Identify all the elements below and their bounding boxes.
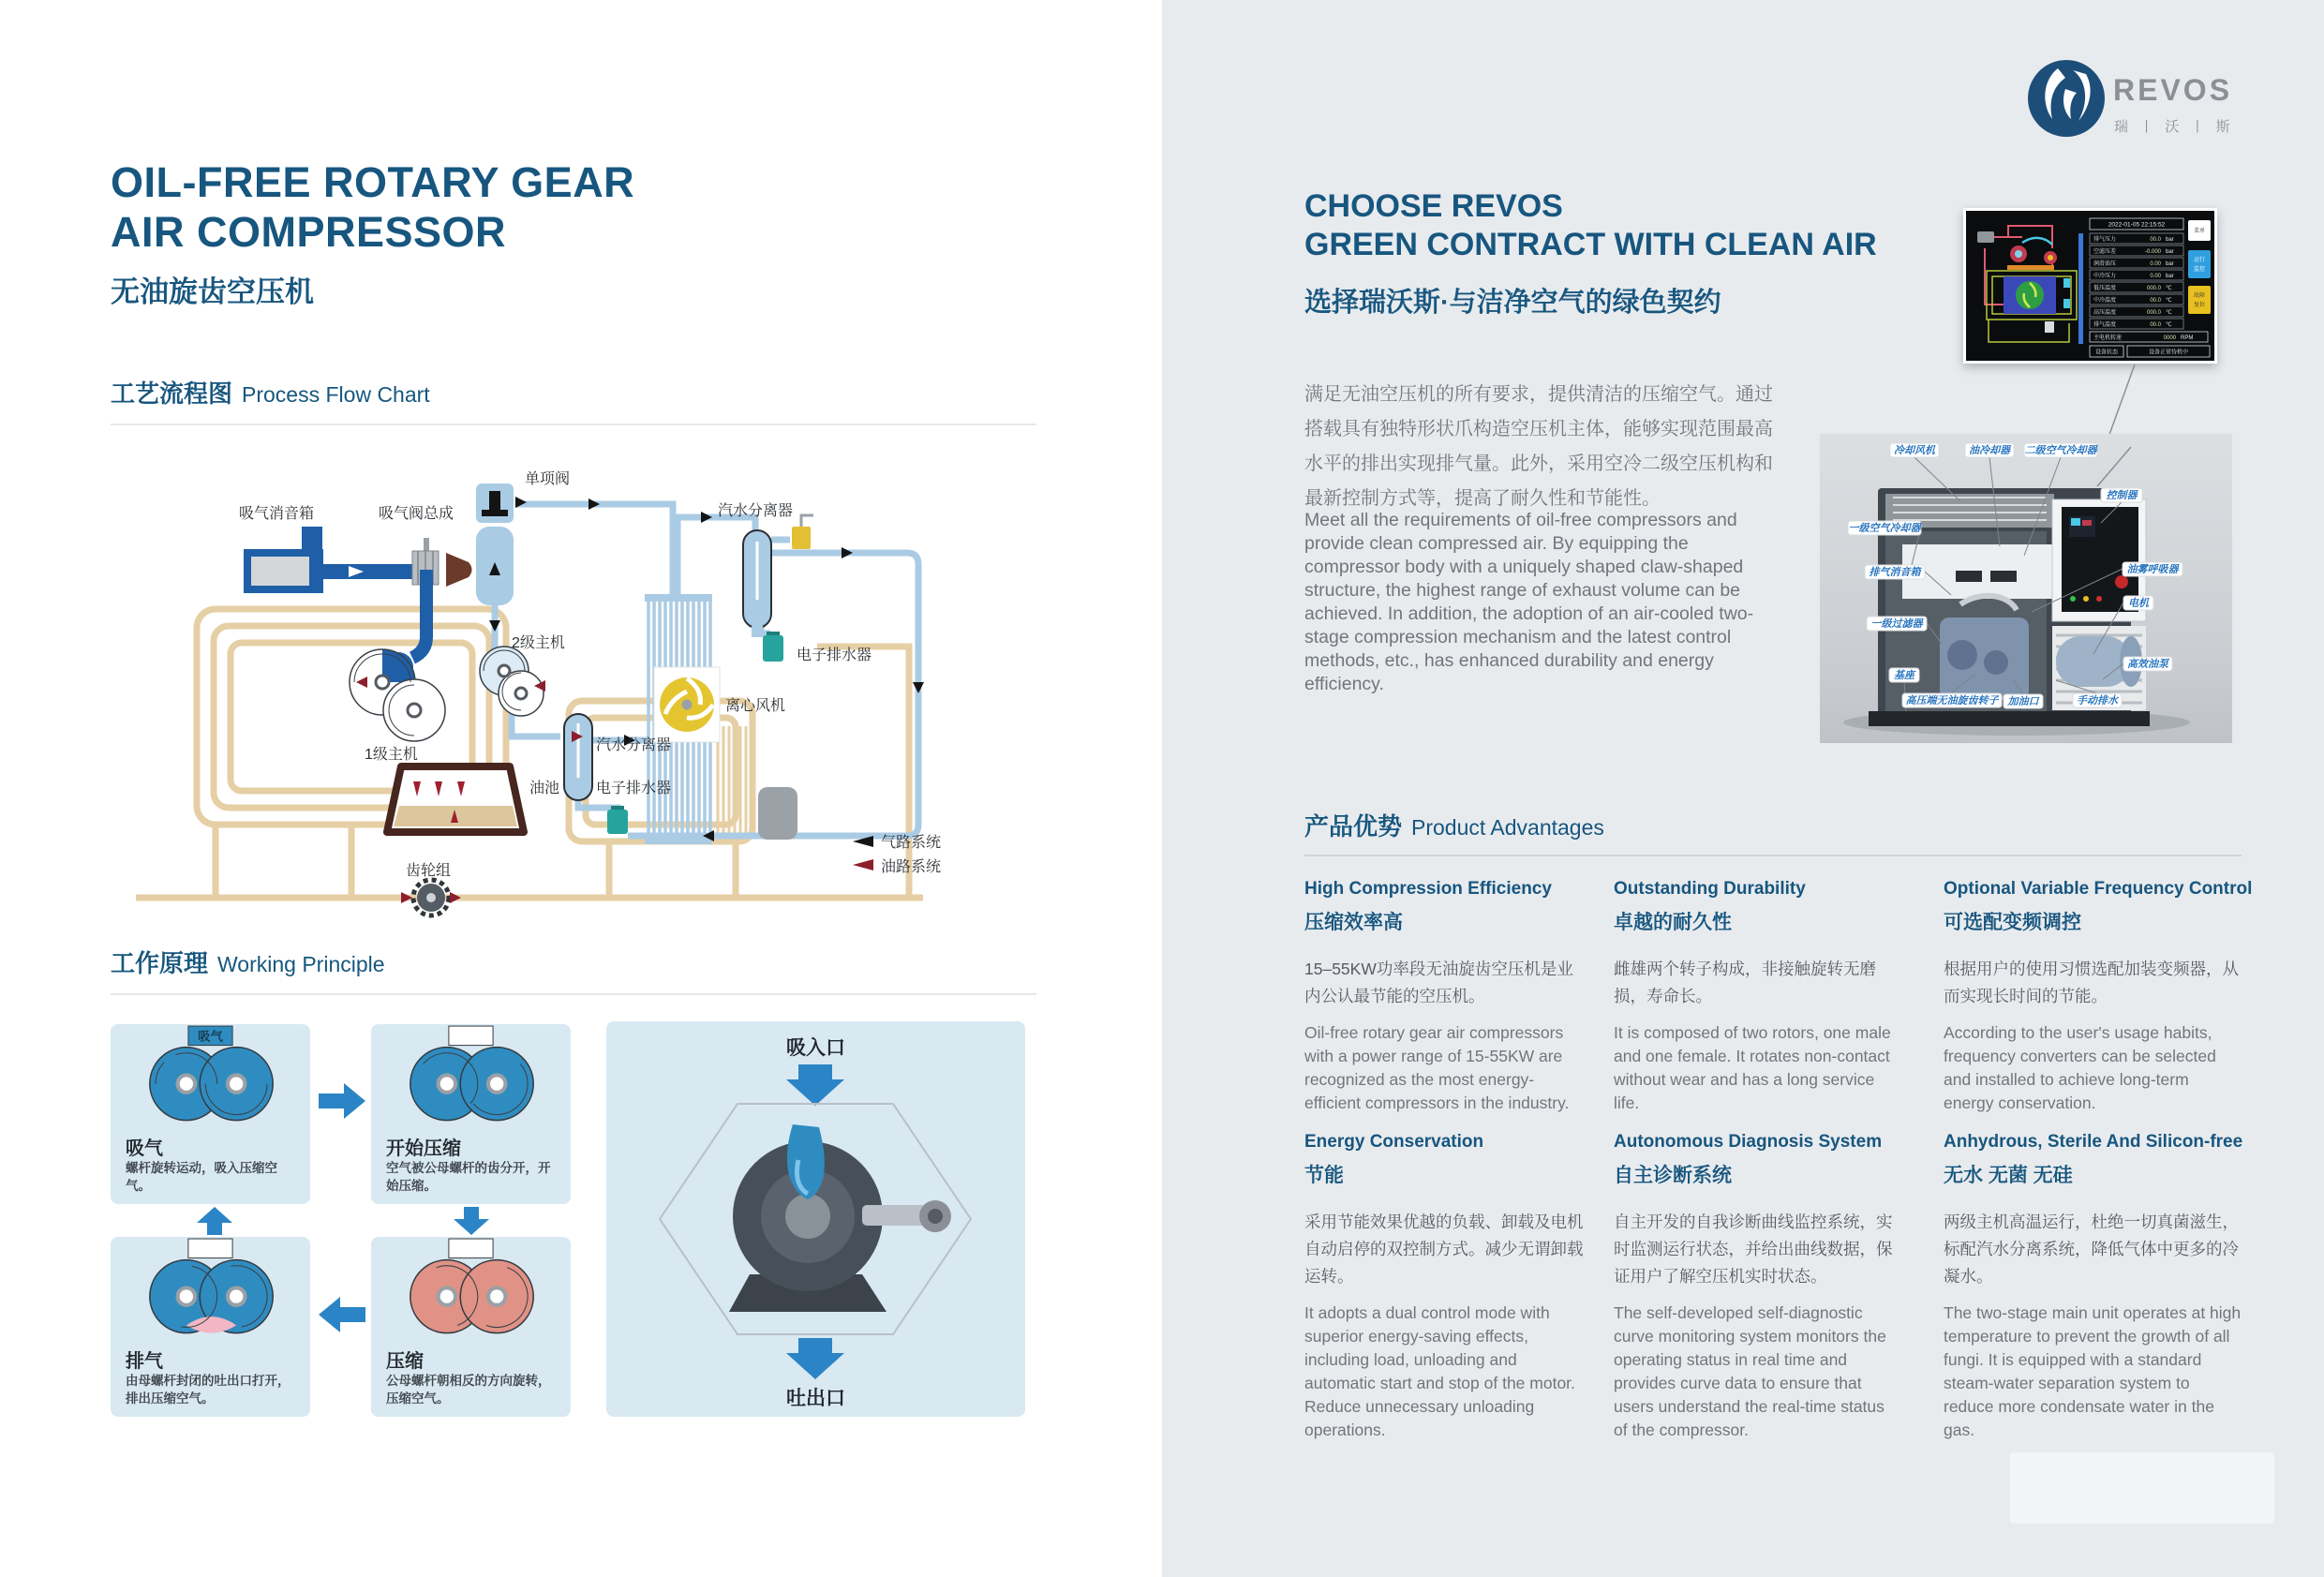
svg-text:00.0: 00.0 bbox=[2150, 237, 2161, 243]
label-separator-top: 汽水分离器 bbox=[718, 503, 794, 519]
step-desc: 螺杆旋转运动，吸入压缩空气。 bbox=[126, 1161, 277, 1194]
label-edrain-mid: 电子排水器 bbox=[596, 781, 672, 796]
svg-text:运行: 运行 bbox=[2193, 258, 2206, 263]
rotor-diagram-start-compress bbox=[384, 1024, 558, 1135]
label-intake-valve: 吸气阀总成 bbox=[379, 506, 454, 522]
principle-section-title-cn: 工作原理 bbox=[111, 949, 209, 977]
process-flow-chart bbox=[103, 459, 946, 928]
rotor-diagram-exhaust bbox=[124, 1237, 297, 1347]
left-page-title bbox=[111, 157, 634, 310]
svg-text:菜单: 菜单 bbox=[2193, 229, 2206, 234]
svg-text:高压端无油旋齿转子: 高压端无油旋齿转子 bbox=[1905, 695, 1999, 707]
principle-step-compress bbox=[371, 1237, 571, 1417]
advantage-title-cn: 节能 bbox=[1304, 1165, 1344, 1186]
oil-pool bbox=[387, 766, 524, 832]
label-edrain-top: 电子排水器 bbox=[797, 647, 872, 663]
svg-text:故障: 故障 bbox=[2193, 293, 2206, 299]
hex-inlet-label: 吸入口 bbox=[786, 1037, 845, 1059]
advantage-title-en: Optional Variable Frequency Control bbox=[1944, 879, 2253, 899]
legend-air-label: 气路系统 bbox=[881, 835, 942, 851]
step-title: 吸气 bbox=[126, 1138, 163, 1159]
principle-step-intake bbox=[111, 1024, 310, 1204]
label-check-valve: 单项阀 bbox=[525, 471, 571, 487]
inlet-arrow-icon bbox=[786, 1064, 844, 1106]
screen-status-label: 设备状态 bbox=[2094, 350, 2119, 356]
svg-text:0.00: 0.00 bbox=[2150, 261, 2161, 267]
label-intake-silencer: 吸气消音箱 bbox=[239, 506, 315, 522]
svg-text:加油口: 加油口 bbox=[2007, 696, 2039, 707]
advantage-body-cn: 采用节能效果优越的负载、卸载及电机自动启停的双控制方式。减少无谓卸载运转。 bbox=[1304, 1213, 1584, 1286]
advantage-title-en: Autonomous Diagnosis System bbox=[1614, 1132, 1883, 1152]
principle-section-header bbox=[111, 945, 385, 979]
svg-text:bar: bar bbox=[2166, 261, 2174, 267]
advantage-title-cn: 无水 无菌 无硅 bbox=[1944, 1165, 2073, 1186]
svg-text:000.0: 000.0 bbox=[2146, 286, 2161, 291]
advantages-title-en: Product Advantages bbox=[1411, 815, 1604, 840]
logo-text-cn: 瑞 丨 沃 丨 斯 bbox=[2114, 119, 2234, 135]
advantage-card-compression bbox=[1304, 879, 1586, 1115]
svg-text:℃: ℃ bbox=[2166, 322, 2172, 328]
advantage-body-cn: 自主开发的自我诊断曲线监控系统，实时监测运行状态，并给出曲线数据，保证用户了解空压机实时状态。 bbox=[1614, 1213, 1893, 1286]
advantage-body-en: It adopts a dual control mode with superior energy-saving effects, including load, unloading and automatic start and stop of the motor. Reduce unnecessary unloading operations. bbox=[1304, 1303, 1575, 1439]
legend-oil-label: 油路系统 bbox=[881, 859, 942, 875]
advantage-body-en: The self-developed self-diagnostic curve monitoring system monitors the operating status in real time and provides curve data to ensure that users understand the real-time status of the compressor. bbox=[1614, 1303, 1886, 1439]
machine-cutaway-image bbox=[1820, 434, 2232, 743]
svg-text:bar: bar bbox=[2166, 274, 2174, 279]
advantage-card-diagnosis bbox=[1614, 1132, 1895, 1442]
flow-section-title-en: Process Flow Chart bbox=[242, 382, 430, 407]
advantage-title-en: High Compression Efficiency bbox=[1304, 879, 1552, 899]
svg-text:电机: 电机 bbox=[2128, 598, 2149, 609]
screen-run-button bbox=[2188, 250, 2211, 278]
svg-text:润滑油压: 润滑油压 bbox=[2093, 261, 2117, 267]
page-title-en-line2: AIR COMPRESSOR bbox=[111, 208, 507, 256]
advantage-body-en: It is composed of two rotors, one male and one female. It rotates non-contact without wear and has a long service life. bbox=[1614, 1023, 1891, 1112]
advantage-body-cn: 雌雄两个转子构成，非接触旋转无磨损，寿命长。 bbox=[1614, 960, 1876, 1005]
duct-label: 吸气 bbox=[198, 1029, 223, 1044]
step-desc: 公母螺杆朝相反的方向旋转，压缩空气。 bbox=[386, 1374, 551, 1406]
svg-text:0.00: 0.00 bbox=[2150, 274, 2161, 279]
stage1-rotors bbox=[350, 649, 445, 741]
flow-legend bbox=[853, 836, 873, 870]
oil-cooler-coils bbox=[718, 726, 752, 834]
advantage-title-cn: 压缩效率高 bbox=[1304, 912, 1403, 933]
page-title-cn: 无油旋齿空压机 bbox=[111, 275, 314, 308]
divider bbox=[111, 993, 1036, 995]
svg-text:低压温度: 低压温度 bbox=[2093, 286, 2117, 291]
step-desc: 空气被公母螺杆的齿分开，开始压缩。 bbox=[386, 1161, 551, 1194]
hexagon-graphic bbox=[606, 1021, 1025, 1417]
principle-section-title-en: Working Principle bbox=[217, 952, 385, 976]
advantage-body-cn: 两级主机高温运行，杜绝一切真菌滋生，标配汽水分离系统，降低气体中更多的冷凝水。 bbox=[1944, 1213, 2239, 1286]
svg-text:一级过滤器: 一级过滤器 bbox=[1870, 618, 1923, 630]
intro-paragraph-cn: 满足无油空压机的所有要求，提供清洁的压缩空气。通过搭载具有独特形状爪构造空压机主体，能够实现范围最高水平的排出实现排气量。此外，采用空冷二级空压机构和最新控制方式等，提高了耐久性和节能性。 bbox=[1304, 384, 1773, 509]
svg-text:控制器: 控制器 bbox=[2106, 490, 2138, 501]
screen-status-value: 设备正常待机中 bbox=[2148, 350, 2189, 356]
advantage-title-en: Outstanding Durability bbox=[1614, 879, 1806, 899]
advantage-body-en: The two-stage main unit operates at high temperature to prevent the growth of all fungi. It is equipped with a standard steam-water separation system to reduce more condensate water in the gas. bbox=[1944, 1303, 2242, 1439]
revos-logo bbox=[2024, 52, 2268, 150]
outlet-arrow-icon bbox=[786, 1338, 844, 1379]
svg-text:排气温度: 排气温度 bbox=[2093, 322, 2117, 328]
arrow-left-icon bbox=[319, 1297, 365, 1332]
advantage-card-sterile bbox=[1944, 1132, 2243, 1442]
arrow-right-icon bbox=[319, 1083, 365, 1119]
label-gear: 齿轮组 bbox=[406, 863, 452, 879]
svg-text:冷却风机: 冷却风机 bbox=[1894, 445, 1935, 456]
svg-text:RPM: RPM bbox=[2181, 335, 2194, 341]
advantage-title-en: Anhydrous, Sterile And Silicon-free bbox=[1944, 1132, 2243, 1152]
check-valve bbox=[476, 484, 527, 605]
svg-text:中冷压力: 中冷压力 bbox=[2093, 274, 2117, 279]
svg-text:复位: 复位 bbox=[2193, 303, 2206, 308]
logo-text-en: REVOS bbox=[2113, 73, 2233, 107]
svg-text:排气压力: 排气压力 bbox=[2093, 237, 2117, 243]
controller-screen-image bbox=[1963, 208, 2217, 364]
svg-text:空滤压差: 空滤压差 bbox=[2093, 249, 2117, 255]
svg-text:高效油泵: 高效油泵 bbox=[2127, 659, 2168, 670]
advantage-title-cn: 可选配变频调控 bbox=[1944, 912, 2081, 933]
advantage-title-cn: 卓越的耐久性 bbox=[1614, 912, 1732, 933]
flow-section-header bbox=[111, 375, 430, 409]
arrow-up-icon bbox=[197, 1207, 232, 1235]
step-desc: 由母螺杆封闭的吐出口打开，排出压缩空气。 bbox=[126, 1374, 290, 1406]
advantage-body-en: Oil-free rotary gear air compressors with a power range of 15-55KW are recognized as the most energy-efficient compressors in the industry. bbox=[1304, 1023, 1570, 1112]
rotor-diagram-compress bbox=[384, 1237, 558, 1347]
step-title: 排气 bbox=[126, 1351, 163, 1372]
right-title-cn: 选择瑞沃斯·与洁净空气的绿色契约 bbox=[1304, 288, 1721, 318]
page-title-en-line1: OIL-FREE ROTARY GEAR bbox=[111, 158, 635, 206]
flow-section-title-cn: 工艺流程图 bbox=[111, 379, 233, 408]
svg-text:00.0: 00.0 bbox=[2150, 298, 2161, 304]
svg-text:000.0: 000.0 bbox=[2146, 310, 2161, 316]
svg-text:-0.000: -0.000 bbox=[2144, 249, 2161, 255]
svg-text:油雾呼吸器: 油雾呼吸器 bbox=[2126, 564, 2179, 575]
svg-text:bar: bar bbox=[2166, 237, 2174, 243]
principle-step-exhaust bbox=[111, 1237, 310, 1417]
svg-text:主电机转速: 主电机转速 bbox=[2093, 335, 2123, 341]
svg-text:℃: ℃ bbox=[2166, 298, 2172, 304]
right-title-line2: GREEN CONTRACT WITH CLEAN AIR bbox=[1304, 227, 1877, 262]
label-stage1: 1级主机 bbox=[365, 747, 418, 763]
advantage-body-cn: 15–55KW功率段无油旋齿空压机是业内公认最节能的空压机。 bbox=[1304, 960, 1573, 1005]
arrow-down-icon bbox=[454, 1207, 489, 1235]
advantage-title-cn: 自主诊断系统 bbox=[1614, 1165, 1732, 1186]
rotor-diagram-intake bbox=[124, 1024, 297, 1135]
svg-text:00.0: 00.0 bbox=[2150, 322, 2161, 328]
divider bbox=[111, 424, 1036, 425]
label-stage2: 2级主机 bbox=[512, 635, 565, 651]
svg-text:监控: 监控 bbox=[2193, 267, 2206, 273]
svg-text:中冷温度: 中冷温度 bbox=[2093, 298, 2117, 304]
centrifugal-fan bbox=[654, 667, 720, 742]
svg-text:二级空气冷却器: 二级空气冷却器 bbox=[2024, 445, 2097, 456]
svg-text:℃: ℃ bbox=[2166, 286, 2172, 291]
hex-outlet-label: 吐出口 bbox=[786, 1388, 845, 1409]
label-oil-pool: 油池 bbox=[529, 781, 560, 796]
screen-reset-button bbox=[2188, 286, 2211, 314]
label-fan: 离心风机 bbox=[725, 698, 786, 714]
divider bbox=[1304, 855, 2242, 856]
principle-step-start-compress bbox=[371, 1024, 571, 1204]
advantages-section-header bbox=[1304, 808, 1604, 842]
gear-set bbox=[401, 880, 461, 915]
advantage-card-frequency bbox=[1944, 879, 2253, 1115]
svg-text:基座: 基座 bbox=[1894, 670, 1914, 681]
advantage-card-energy bbox=[1304, 1132, 1586, 1442]
step-title: 开始压缩 bbox=[386, 1138, 461, 1159]
screen-gauge-bar bbox=[2078, 233, 2083, 344]
right-title bbox=[1304, 187, 1877, 320]
svg-text:高压温度: 高压温度 bbox=[2093, 310, 2117, 316]
advantage-title-en: Energy Conservation bbox=[1304, 1132, 1484, 1152]
label-separator-mid: 汽水分离器 bbox=[596, 737, 672, 753]
advantage-body-cn: 根据用户的使用习惯选配加装变频器，从而实现长时间的节能。 bbox=[1944, 960, 2239, 1005]
svg-text:油冷却器: 油冷却器 bbox=[1969, 445, 2010, 456]
compressor-photo bbox=[729, 1124, 951, 1312]
advantage-card-durability bbox=[1614, 879, 1895, 1115]
advantages-title-cn: 产品优势 bbox=[1304, 812, 1403, 841]
compressor-hex-panel bbox=[606, 1021, 1025, 1417]
svg-text:一级空气冷却器: 一级空气冷却器 bbox=[1848, 523, 1921, 534]
svg-text:bar: bar bbox=[2166, 249, 2174, 255]
receiver-tank bbox=[758, 787, 797, 840]
svg-text:0000: 0000 bbox=[2163, 335, 2176, 341]
step-title: 压缩 bbox=[386, 1351, 424, 1372]
svg-text:手动排水: 手动排水 bbox=[2077, 695, 2118, 707]
corner-highlight bbox=[2010, 1452, 2274, 1524]
advantage-body-en: According to the user's usage habits, frequency converters can be selected and installed to achieve long-term energy conservation. bbox=[1944, 1023, 2216, 1112]
screen-datetime: 2022-01-05 22:15:52 bbox=[2108, 221, 2166, 229]
svg-text:排气消音箱: 排气消音箱 bbox=[1869, 567, 1921, 578]
right-page bbox=[1162, 0, 2324, 1577]
intake-silencer bbox=[244, 527, 323, 593]
svg-text:℃: ℃ bbox=[2166, 310, 2172, 316]
right-title-line1: CHOOSE REVOS bbox=[1304, 188, 1563, 224]
intro-paragraph-en: Meet all the requirements of oil-free compressors and provide clean compressed air. By equipping the compressor body with a uniquely shaped claw-shaped structure, the highest range of exhaust volume can be achieved. In addition, the adoption of an air-cooled two-stage compression mechanism and the latest control methods, etc., has enhanced durability and energy efficiency. bbox=[1304, 510, 1754, 694]
